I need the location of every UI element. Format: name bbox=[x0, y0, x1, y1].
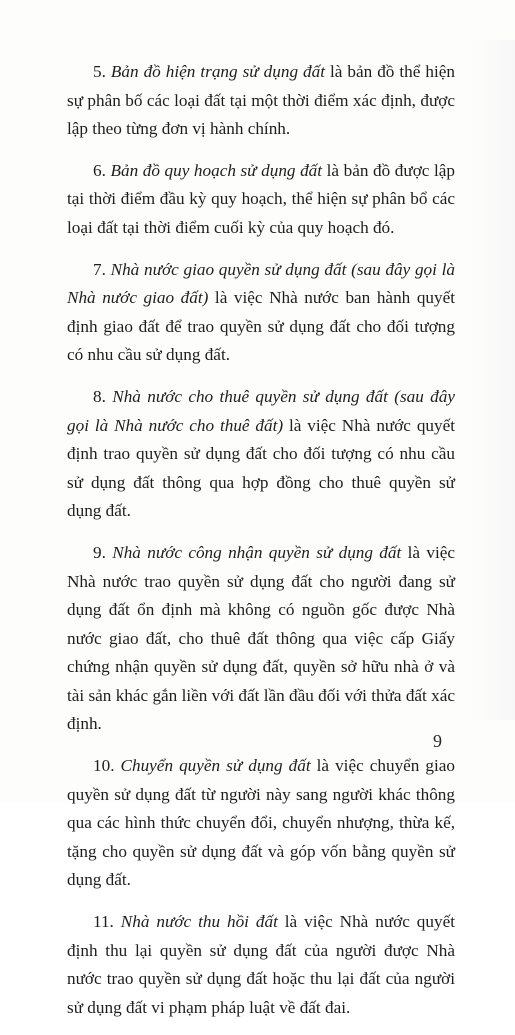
page-number: 9 bbox=[433, 731, 442, 751]
clause-number: 5. bbox=[93, 62, 106, 81]
defined-term: Bản đồ hiện trạng sử dụng đất bbox=[110, 62, 325, 81]
definition-text: là việc Nhà nước quyết định thu lại quyền sử dụng đất của người được Nhà nước trao quyền sử dụng đất hoặc thu lại đất của người sử dụng đất vi phạm pháp luật về đất đai. bbox=[67, 912, 455, 1017]
definition-text: là việc Nhà nước trao quyền sử dụng đất cho người đang sử dụng đất ổn định mà không có nguồn gốc được Nhà nước giao đất, cho thuê đất thông qua việc cấp Giấy chứng nhận quyền sử dụng đất, quyền sở hữu nhà ở và tài sản khác gắn liền với đất lần đầu đối với thửa đất xác định. bbox=[67, 542, 455, 734]
defined-term: Nhà nước giao quyền sử dụng đất (sau đây gọi là Nhà nước giao đất) bbox=[67, 259, 456, 308]
clause-5 bbox=[67, 58, 455, 144]
clause-8 bbox=[67, 383, 455, 526]
defined-term: Nhà nước cho thuê quyền sử dụng đất (sau đây gọi là Nhà nước cho thuê đất) bbox=[67, 386, 455, 435]
clause-number: 9. bbox=[93, 542, 106, 562]
clause-10 bbox=[67, 752, 455, 895]
definition-text: là bản đồ thể hiện sự phân bố các loại đất tại một thời điểm xác định, được lập theo từng đơn vị hành chính. bbox=[67, 62, 455, 139]
page-body bbox=[67, 58, 455, 1035]
page-shading bbox=[471, 40, 515, 720]
clause-9 bbox=[67, 539, 455, 739]
defined-term: Nhà nước công nhận quyền sử dụng đất bbox=[112, 542, 402, 562]
clause-number: 8. bbox=[93, 386, 106, 406]
definition-text: là bản đồ được lập tại thời điểm đầu kỳ quy hoạch, thể hiện sự phân bổ các loại đất tại thời điểm cuối kỳ của quy hoạch đó. bbox=[67, 160, 456, 237]
definition-text: là việc Nhà nước ban hành quyết định giao đất để trao quyền sử dụng đất cho đối tượng có nhu cầu sử dụng đất. bbox=[67, 288, 455, 365]
clause-7 bbox=[67, 256, 455, 370]
clause-number: 6. bbox=[93, 160, 106, 180]
clause-number: 10. bbox=[93, 756, 115, 776]
clause-number: 11. bbox=[93, 912, 114, 932]
definition-text: là việc Nhà nước quyết định trao quyền sử dụng đất cho đối tượng có nhu cầu sử dụng đất thông qua hợp đồng cho thuê quyền sử dụng đất. bbox=[67, 415, 456, 521]
defined-term: Bản đồ quy hoạch sử dụng đất bbox=[110, 160, 323, 180]
definition-text: là việc chuyển giao quyền sử dụng đất từ người này sang người khác thông qua các hình thức chuyển đổi, chuyển nhượng, thừa kế, tặng cho quyền sử dụng đất và góp vốn bằng quyền sử dụng đất. bbox=[67, 756, 456, 890]
defined-term: Chuyển quyền sử dụng đất bbox=[120, 756, 311, 776]
clause-number: 7. bbox=[93, 259, 106, 279]
clause-11 bbox=[67, 908, 455, 1022]
clause-6 bbox=[67, 157, 455, 243]
defined-term: Nhà nước thu hồi đất bbox=[120, 912, 278, 932]
